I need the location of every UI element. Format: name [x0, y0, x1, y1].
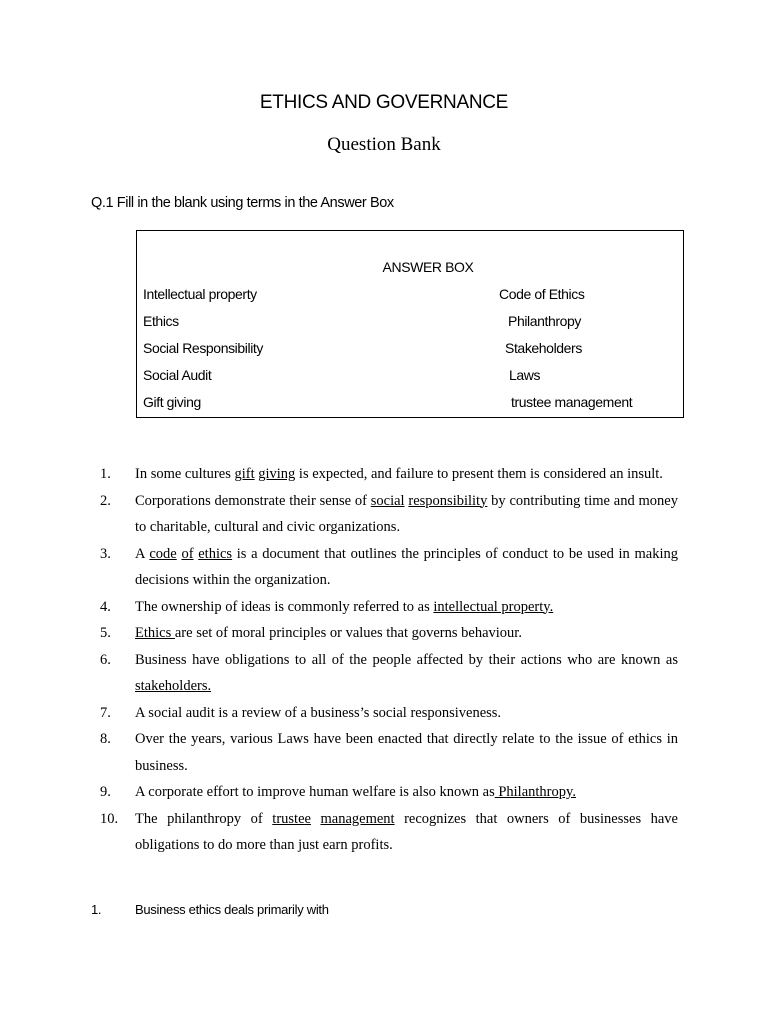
item-text: The ownership of ideas is commonly referred to as	[135, 598, 434, 615]
answer-blank: stakeholders.	[135, 678, 212, 694]
item-number: 1.	[100, 466, 111, 482]
item-text: recognizes that owners of businesses have obligations to do more than just earn profits.	[135, 810, 678, 853]
item-text: is expected, and failure to present them is considered an insult.	[295, 466, 663, 482]
question-heading: Q.1 Fill in the blank using terms in the Answer Box	[91, 195, 394, 211]
document-subtitle: Question Bank	[327, 134, 441, 155]
list-item	[100, 461, 678, 488]
list-item	[100, 726, 678, 779]
answer-blank: trustee	[272, 810, 311, 827]
list-item	[100, 594, 678, 621]
list-item	[100, 620, 678, 647]
answer-blank: giving	[258, 466, 296, 482]
item-text: Corporations demonstrate their sense of	[135, 492, 371, 509]
answer-blank: of	[181, 545, 194, 562]
answer-term: Gift giving	[143, 394, 201, 410]
item-text: Over the years, various Laws have been enacted that directly relate to the issue of ethics in business.	[135, 731, 678, 774]
item-number: 4.	[100, 598, 111, 615]
list-item	[100, 779, 678, 806]
item-text: In some cultures	[135, 466, 235, 482]
item-text: are set of moral principles or values that governs behaviour.	[174, 625, 522, 641]
answer-blank: Philanthropy.	[494, 784, 576, 800]
fill-in-list	[100, 461, 678, 859]
item-number: 5.	[100, 625, 111, 641]
item-text: by contributing time and money to charitable, cultural and civic organizations.	[135, 492, 678, 535]
answer-term: Social Responsibility	[143, 340, 263, 356]
answer-term: Stakeholders	[505, 340, 582, 356]
item-number: 8.	[100, 731, 111, 747]
item-text: Business have obligations to all of the people affected by their actions who are known as	[135, 651, 678, 668]
answer-term: Laws	[509, 367, 541, 383]
item-text: is a document that outlines the principles of conduct to be used in making decisions within the organization.	[135, 545, 678, 588]
bottom-question-number: 1.	[91, 902, 102, 917]
answer-box-title: ANSWER BOX	[382, 259, 474, 275]
answer-box	[136, 230, 684, 418]
item-text: The philanthropy of	[135, 810, 273, 827]
answer-blank: Ethics	[135, 625, 175, 641]
bottom-question-text: Business ethics deals primarily with	[135, 902, 329, 917]
list-item	[100, 806, 678, 859]
document-title: ETHICS AND GOVERNANCE	[259, 92, 509, 113]
item-number: 7.	[100, 704, 111, 721]
answer-blank: intellectual property.	[433, 598, 554, 615]
item-text: A	[135, 545, 150, 562]
item-text: A corporate effort to improve human welfare is also known as	[135, 784, 495, 800]
answer-blank: gift	[234, 466, 255, 482]
answer-term: Code of Ethics	[499, 286, 585, 302]
answer-term: Philanthropy	[508, 313, 582, 329]
item-number: 9.	[100, 784, 111, 800]
list-item	[100, 488, 678, 541]
item-number: 2.	[100, 492, 111, 509]
item-number: 3.	[100, 545, 111, 562]
item-text: A social audit is a review of a business’s social responsiveness.	[135, 704, 502, 721]
answer-term: trustee management	[511, 394, 633, 410]
answer-blank: code	[149, 545, 177, 562]
answer-term: Intellectual property	[143, 286, 257, 302]
item-number: 6.	[100, 651, 111, 668]
answer-term: Ethics	[143, 313, 179, 329]
answer-blank: management	[320, 810, 395, 827]
bottom-question	[91, 902, 329, 917]
item-number: 10.	[100, 810, 119, 827]
answer-blank: social	[370, 492, 405, 509]
answer-term: Social Audit	[143, 367, 212, 383]
answer-blank: responsibility	[408, 492, 488, 509]
list-item	[100, 647, 678, 700]
list-item	[100, 700, 678, 727]
list-item	[100, 541, 678, 594]
answer-blank: ethics	[198, 545, 233, 562]
